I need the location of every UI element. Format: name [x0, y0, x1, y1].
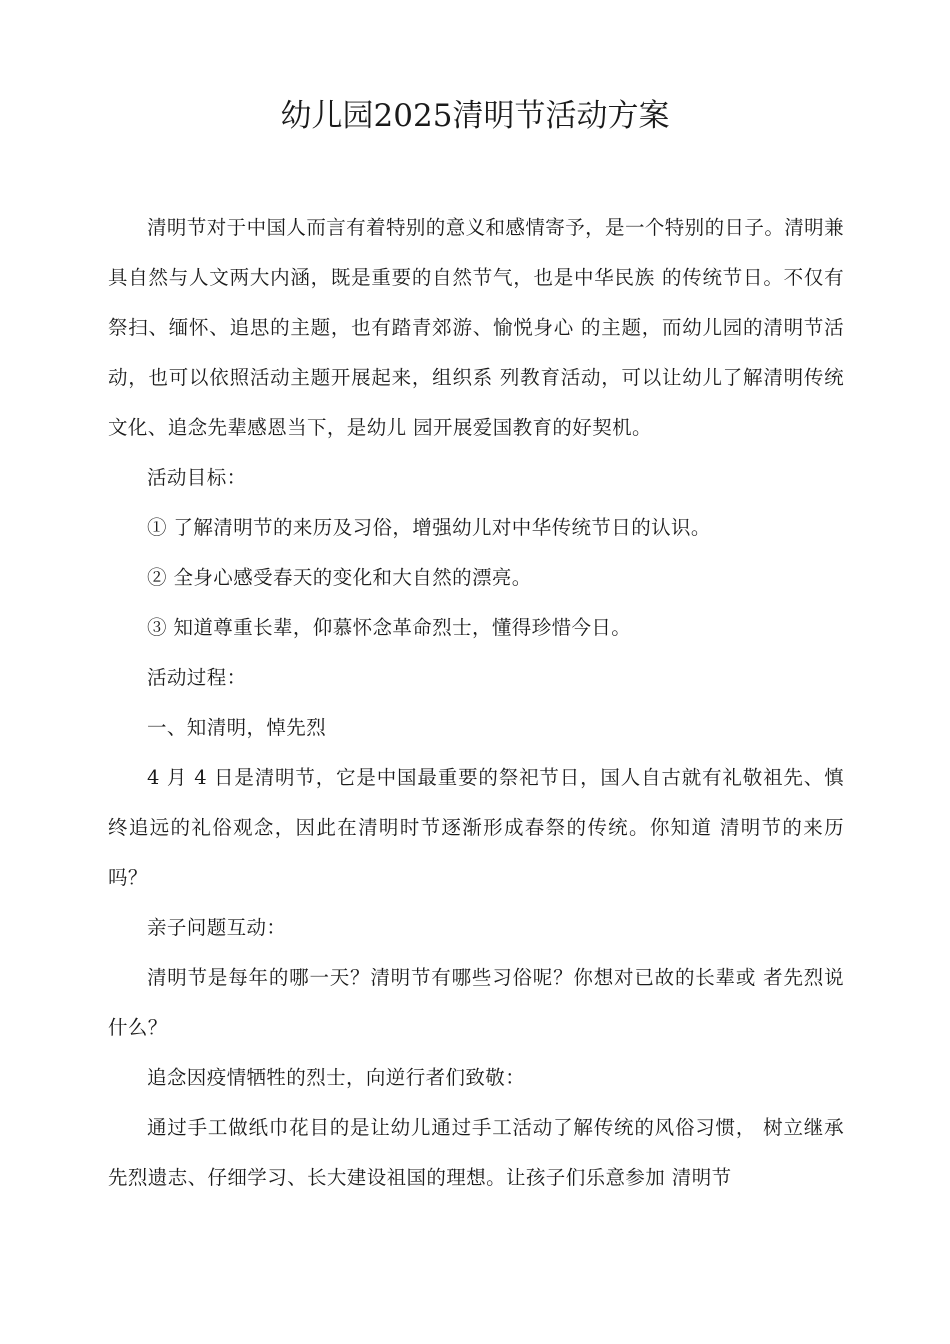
- paragraph-questions: 清明节是每年的哪一天？清明节有哪些习俗呢？你想对已故的长辈或 者先烈说什么？: [108, 966, 844, 1039]
- paragraph-intro: 清明节对于中国人而言有着特别的意义和感情寄予，是一个特别的日子。清明兼具自然与人文两大内涵，既是重要的自然节气，也是中华民族 的传统节日。不仅有祭扫、缅怀、追思的主题，也有踏青郊游、愉悦身心 的主题，而幼儿园的清明节活动，也可以依照活动主题开展起来，组织系 列教育活动，可以让幼儿了解清明传统文化、追念先辈感恩当下，是幼儿 园开展爱国教育的好契机。: [108, 216, 844, 439]
- goal-item-2: ② 全身心感受春天的变化和大自然的漂亮。: [147, 566, 532, 589]
- paragraph-origin: 4 月 4 日是清明节，它是中国最重要的祭祀节日，国人自古就有礼敬祖先、慎终追远的礼俗观念，因此在清明时节逐渐形成春祭的传统。你知道 清明节的来历吗？: [108, 766, 844, 889]
- document-body: [108, 203, 844, 1203]
- goal-item-3: ③ 知道尊重长辈，仰慕怀念革命烈士，懂得珍惜今日。: [147, 616, 632, 639]
- goal-item-1: ① 了解清明节的来历及习俗，增强幼儿对中华传统节日的认识。: [147, 516, 711, 539]
- heading-interaction: 亲子问题互动：: [147, 916, 287, 939]
- document-title: 幼儿园2025清明节活动方案: [280, 98, 670, 134]
- section-heading-1: 一、知清明，悼先烈: [147, 716, 327, 739]
- paragraph-tribute: 追念因疫情牺牲的烈士，向逆行者们致敬：: [147, 1066, 526, 1089]
- heading-goals: 活动目标：: [147, 466, 247, 489]
- paragraph-handcraft: 通过手工做纸巾花目的是让幼儿通过手工活动了解传统的风俗习惯， 树立继承先烈遗志、仔细学习、长大建设祖国的理想。让孩子们乐意参加 清明节: [108, 1116, 844, 1189]
- heading-process: 活动过程：: [147, 666, 247, 689]
